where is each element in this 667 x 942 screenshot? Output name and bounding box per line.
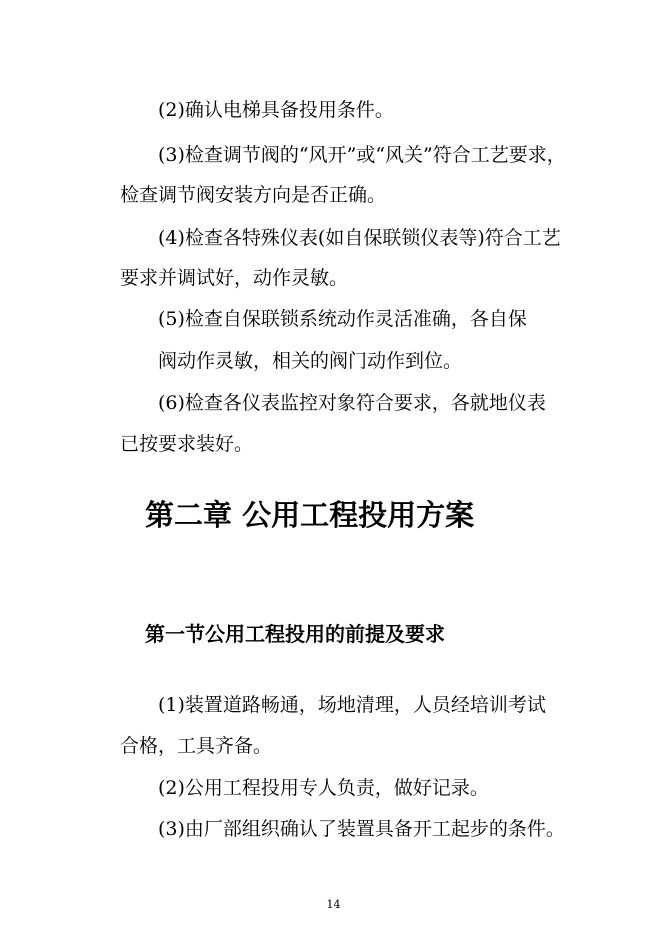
paragraph-line: 要求并调试好，动作灵敏。 [120,267,349,289]
paragraph-line: (5)检查自保联锁系统动作灵活准确，各自保 [158,308,527,330]
chapter-title: 第二章 公用工程投用方案 [145,498,475,532]
paragraph-line: 检查调节阀安装方向是否正确。 [120,184,387,206]
paragraph-line: (4)检查各特殊仪表(如自保联锁仪表等)符合工艺 [158,227,561,249]
paragraph-line: 已按要求装好。 [120,433,254,455]
paragraph-line: (1)装置道路畅通，场地清理，人员经培训考试 [158,694,546,716]
paragraph-line: (2)确认电梯具备投用条件。 [158,99,394,121]
paragraph-line: (3)由厂部组织确认了装置具备开工起步的条件。 [158,818,565,840]
section-title: 第一节公用工程投用的前提及要求 [145,622,445,646]
page-number: 14 [326,898,341,911]
paragraph-line: 阀动作灵敏，相关的阀门动作到位。 [158,350,463,372]
paragraph-line: 合格，工具齐备。 [120,735,273,757]
paragraph-line: (3)检查调节阀的“风开”或“风关”符合工艺要求， [158,144,566,166]
paragraph-line: (6)检查各仪表监控对象符合要求，各就地仪表 [158,392,546,414]
paragraph-line: (2)公用工程投用专人负责，做好记录。 [158,777,489,799]
